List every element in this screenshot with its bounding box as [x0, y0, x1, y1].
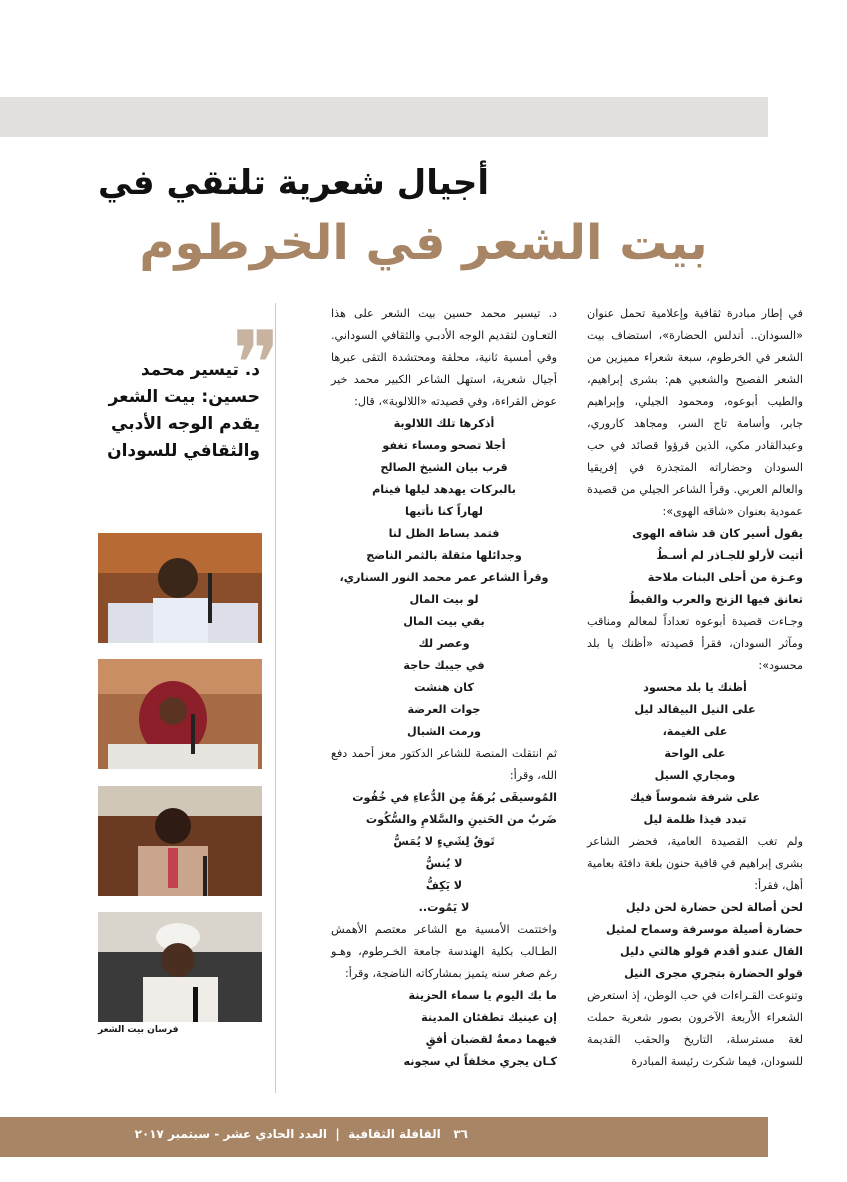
verse-line: ما بك اليوم يا سماء الحزينة [408, 989, 557, 1002]
verse-line: تَوقٌ لِشَيءٍ لا يُمَسُّ [393, 835, 495, 848]
verse-line: على النيل البيقالد ليل [634, 703, 756, 716]
verse-line: فتمد بساط الظل لنا [388, 527, 500, 540]
verse-line: أجلا تصحو ومساء تغفو [382, 439, 506, 452]
verse-line: يقول أسير كان قد شاقه الهوى [632, 527, 803, 540]
photo-poet-3 [98, 786, 262, 896]
quote-mark-icon: ❞ [232, 312, 281, 417]
verse-line: وعصر لك [418, 637, 470, 650]
page-number: ٣٦ [453, 1127, 468, 1141]
verse-line: لو بيت المال [409, 593, 479, 606]
verse-line: تعانق فيها الزنج والعرب والقبطُ [628, 593, 803, 606]
photo-poet-4 [98, 912, 262, 1022]
verse-line: لهاراً كنا نأتيها [405, 505, 483, 518]
paragraph: وتنوعت القـراءات في حب الوطن، إذ استعرض الشعراء الأربعة الآخرون بصور شعرية حملت لغة مسترسلة، التاريخ والحقب القديمة للسودان، فيما شكرت رئيسة المبادرة [587, 989, 803, 1068]
verse-line: على شرفة شموساً فيك [629, 791, 761, 804]
verse-line: وقرأ الشاعر عمر محمد النور السناري، [339, 571, 549, 584]
top-band [0, 97, 768, 137]
verse-line: على الغيمة، [662, 725, 728, 738]
verse-line: ومجاري السيل [654, 769, 736, 782]
verse-line: قرب بيان الشيخ الصالح [380, 461, 508, 474]
article-title-line2: بيت الشعر في الخرطوم [139, 215, 708, 271]
verse-line: لا يَكِفُّ [425, 879, 463, 892]
article-title-line1: أجيال شعرية تلتقي في [97, 163, 490, 203]
verse-line: تبدد فيذا ظلمة ليل [643, 813, 747, 826]
verse-line: قولو الحضارة بتجري مجرى النيل [624, 967, 803, 980]
verse-line: لا يَمُوت.. [418, 901, 470, 914]
paragraph: في إطار مبادرة ثقافية وإعلامية تحمل عنوان «السودان.. أندلس الحضارة»، استضاف بيت الشعر في الخرطوم، سبعة شعراء مميزين من الشعر الفصيح والشعبي هم: بشرى إبراهيم، والطيب أبوعوه، ومحمود الجيلي، وإبراهيم جابر، وأسامة تاج السر، ومجاهد كاروري، وعبدالقادر مكي، الذين قرؤوا قصائد في حب السودان وحضاراته المتجذرة في إفريقيا والعالم العربي. وقرأ الشاعر الجيلي من قصيدة عمودية بعنوان «شاقه الهوى»: [587, 307, 803, 518]
verse-line: وجدائلها مثقلة بالثمر الناضج [366, 549, 522, 562]
verse-line: على الواحة [664, 747, 726, 760]
pull-quote: د. تيسير محمد حسين: بيت الشعر يقدم الوجه الأدبي والثقافي للسودان [107, 360, 260, 461]
paragraph: د. تيسير محمد حسين بيت الشعر على هذا التعـاون لتقديم الوجه الأدبـي والثقافي السوداني. وفي أمسية ثانية، محلقة ومحتشدة التقى عبرها أجيال شعرية، استهل الشاعر الكبير محمد خير عوض القراءة، وفي قصيدته «اللالوبة»، قال: [331, 307, 557, 408]
verse-line: أظنك يا بلد محسود [643, 681, 747, 694]
photo-poet-2 [98, 659, 262, 769]
verse-line: أتيت لأرلو للجـاذر لم أسـطُ [656, 549, 803, 562]
footer-line: ٣٦ القافلة الثقافية | العدد الحادي عشر - سبتمبر ٢٠١٧ [134, 1127, 468, 1141]
photo-caption: فرسان بيت الشعر [98, 1025, 179, 1035]
paragraph: ثم انتقلت المنصة للشاعر الدكتور معز أحمد دفع الله، وقرأ: [331, 747, 557, 782]
page-footer [0, 1117, 768, 1157]
verse-line: حضارة أصيلة موسرفة وسماح لمثيل [605, 923, 803, 936]
verse-line: القال عندو أقدم قولو هالتي دليل [619, 945, 803, 958]
issue-info: العدد الحادي عشر - سبتمبر ٢٠١٧ [134, 1127, 328, 1141]
verse-line: لحن أصالة لحن حضارة لحن دليل [625, 901, 803, 914]
paragraph: وجـاءت قصيدة أبوعوه تعداداً لمعالم ومناقب ومآثر السودان، فقرأ قصيدته «أظنك يا بلد محسود»: [587, 615, 803, 672]
verse-line: بالبركات يهدهد ليلها فينام [372, 483, 516, 496]
verse-line: فيهما دمعةٌ لقضبان أفقٍ [425, 1033, 557, 1046]
paragraph: واختتمت الأمسية مع الشاعر معتصم الأهمش الطـالب بكلية الهندسة جامعة الخـرطوم، وهـو رغم صغر سنه يتميز بمشاركاته الناضجة، وقرأ: [331, 923, 557, 980]
verse-line: وعـزة من أحلى البنات ملاحة [647, 571, 803, 584]
photo-poet-1 [98, 533, 262, 643]
verse-line: لا يُنسُّ [425, 857, 463, 870]
verse-line: أذكرها تلك اللالوبة [393, 417, 495, 430]
verse-line: ورمت الشبال [407, 725, 481, 738]
verse-line: كان هنشت [414, 681, 474, 694]
verse-line: كـان يجري مخلفاً لي سجونه [403, 1055, 557, 1068]
column-divider [275, 303, 276, 1093]
magazine-name: القافلة الثقافية [348, 1127, 441, 1141]
verse-line: المُوسيقَى بُرهَةُ مِن الدُّعاءِ في خُفُوت [352, 791, 557, 804]
verse-line: إن عينيك تطفئان المدينة [421, 1011, 557, 1024]
verse-line: بقي بيت المال [403, 615, 485, 628]
verse-line: ضَربٌ من الحَنينِ والسَّلامِ والسُّكُوت [365, 813, 557, 826]
verse-line: في جيبك حاجة [403, 659, 485, 672]
verse-line: جوات العرضة [407, 703, 481, 716]
article-column-right [587, 303, 803, 1073]
paragraph: ولم تغب القصيدة العامية، فحضر الشاعر بشرى إبراهيم في قافية حنون بلغة دافئة بعامية أهل، فقرأ: [587, 835, 803, 892]
article-column-middle [331, 303, 557, 1073]
